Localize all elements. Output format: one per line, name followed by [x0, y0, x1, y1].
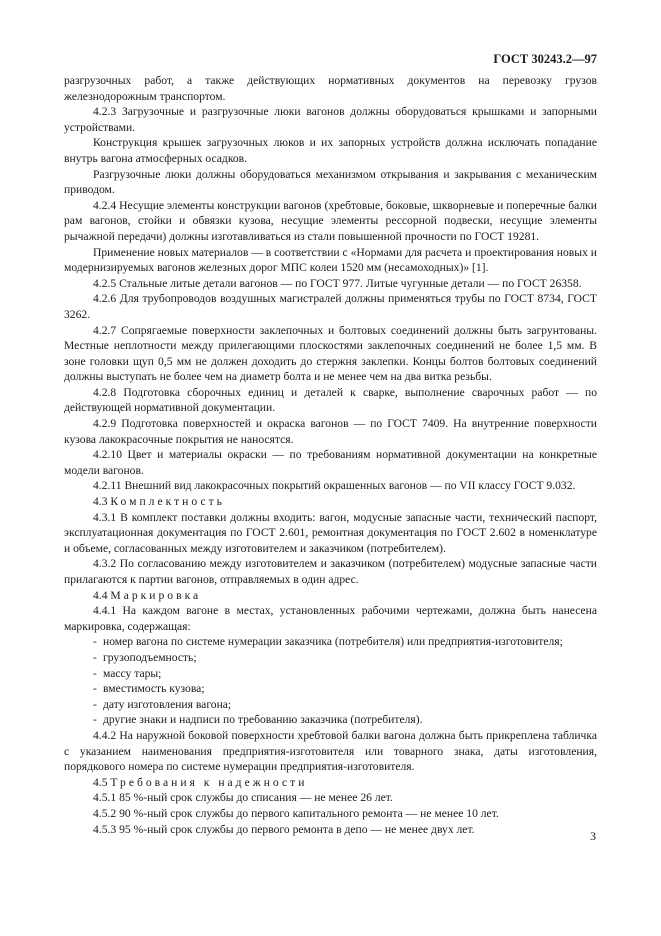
paragraph-4-3-1: 4.3.1 В комплект поставки должны входить: вагон, модусные запасные части, технический паспорт, эксплуатационная документация по ГОСТ 2.601, ремонтная документация по ГОСТ 2.602 в номенклатуре и объеме, согласованных между изготовителем и заказчиком (потребителем). [64, 510, 597, 555]
paragraph-4-4-1: 4.4.1 На каждом вагоне в местах, установленных рабочими чертежами, должна быть нанесена маркировка, содержащая: [64, 604, 597, 633]
section-title: Маркировка [110, 588, 202, 602]
paragraph-4-2-9: 4.2.9 Подготовка поверхностей и окраска вагонов — по ГОСТ 7409. На внутренние поверхности кузова лакокрасочные покрытия не наносятся. [64, 417, 597, 446]
list-item: - дату изготовления вагона; [93, 697, 232, 711]
paragraph-4-2-10: 4.2.10 Цвет и материалы окраски — по требованиям нормативной документации на конкретные модели вагонов. [64, 448, 597, 477]
paragraph-4-2-3: 4.2.3 Загрузочные и разгрузочные люки вагонов должны оборудоваться крышками и запорными устройствами. [64, 105, 597, 134]
dash-bullet-icon: - [93, 666, 97, 680]
paragraph-4-2-11: 4.2.11 Внешний вид лакокрасочных покрытий окрашенных вагонов — по VII классу ГОСТ 9.032. [93, 479, 576, 493]
list-item: - массу тары; [93, 666, 162, 680]
section-title: Комплектность [110, 495, 225, 509]
section-number: 4.3 [93, 495, 108, 509]
paragraph-4-3-2: 4.3.2 По согласованию между изготовителем и заказчиком (потребителем) модусные запасные части прилагаются к партии вагонов, отправляемых в один адрес. [64, 557, 597, 586]
dash-bullet-icon: - [93, 682, 97, 696]
paragraph-4-2-3-unloading-hatches: Разгрузочные люки должны оборудоваться механизмом открывания и закрывания с механическим приводом. [64, 167, 597, 197]
list-item: - вместимость кузова; [93, 682, 205, 696]
paragraph-4-5-2: 4.5.2 90 %-ный срок службы до первого капитального ремонта — не менее 10 лет. [93, 806, 499, 820]
paragraph-4-2-8: 4.2.8 Подготовка сборочных единиц и деталей к сварке, выполнение сварочных работ — по действующей нормативной документации. [64, 385, 597, 415]
section-heading-4-4 [64, 588, 597, 604]
dash-bullet-icon: - [93, 635, 97, 649]
paragraph-4-2-4-new-materials: Применение новых материалов — в соответствии с «Нормами для расчета и проектирования новых и модернизируемых вагонов железных дорог МПС колеи 1520 мм (несамоходных)» [1]. [64, 245, 597, 275]
paragraph-4-2-5: 4.2.5 Стальные литые детали вагонов — по ГОСТ 977. Литые чугунные детали — по ГОСТ 26358. [93, 276, 582, 290]
section-heading-4-5 [64, 775, 597, 791]
marking-list [64, 634, 597, 728]
paragraph-4-2-4: 4.2.4 Несущие элементы конструкции вагонов (хребтовые, боковые, шкворневые и поперечные балки рам вагонов, стойки и обвязки кузова, несущие элементы рессорной подвески, несущие элементы рычажной передачи) должны изготавливаться из стали повышенной прочности по ГОСТ 19281. [64, 198, 597, 243]
dash-bullet-icon: - [93, 713, 97, 727]
list-item: - номер вагона по системе нумерации заказчика (потребителя) или предприятия-изготовителя; [93, 635, 563, 649]
document-body [64, 73, 597, 837]
paragraph-4-2-7: 4.2.7 Сопрягаемые поверхности заклепочных и болтовых соединений должны быть загрунтованы. Местные неплотности между прилегающими плоскостями заклепочных соединений не более 1,5 мм. В зоне головки щуп 0,5 мм не должен доходить до стержня заклепки. Концы болтов болтовых соединений должны выступать не более чем на диаметр болта и не менее чем на два витка резьбы. [64, 323, 597, 384]
paragraph-4-4-2: 4.4.2 На наружной боковой поверхности хребтовой балки вагона должна быть прикреплена табличка с указанием наименования предприятия-изготовителя или товарного знака, даты изготовления, порядкового номера по системе нумерации предприятия-изготовителя. [64, 728, 597, 774]
dash-bullet-icon: - [93, 697, 97, 711]
paragraph-4-2-3-hatch-covers: Конструкция крышек загрузочных люков и их запорных устройств должна исключать попадание внутрь вагона атмосферных осадков. [64, 136, 597, 165]
list-item: - грузоподъемность; [93, 650, 197, 664]
section-title: Требования к надежности [110, 775, 308, 789]
paragraph-4-5-1: 4.5.1 85 %-ный срок службы до списания — не менее 26 лет. [93, 791, 393, 805]
section-number: 4.5 [93, 775, 108, 789]
list-item: - другие знаки и надписи по требованию заказчика (потребителя). [93, 713, 423, 727]
section-number: 4.4 [93, 588, 108, 602]
dash-bullet-icon: - [93, 650, 97, 664]
paragraph-continuation: разгрузочных работ, а также действующих нормативных документов на перевозку грузов железнодорожным транспортом. [64, 74, 597, 103]
paragraph-4-2-6: 4.2.6 Для трубопроводов воздушных магистралей должны применяться трубы по ГОСТ 8734, ГОСТ 3262. [64, 292, 597, 321]
paragraph-4-5-3: 4.5.3 95 %-ный срок службы до первого ремонта в депо — не менее двух лет. [93, 822, 475, 836]
section-heading-4-3 [64, 494, 597, 510]
document-header-standard: ГОСТ 30243.2—97 [493, 52, 597, 66]
page-number: 3 [590, 829, 596, 843]
